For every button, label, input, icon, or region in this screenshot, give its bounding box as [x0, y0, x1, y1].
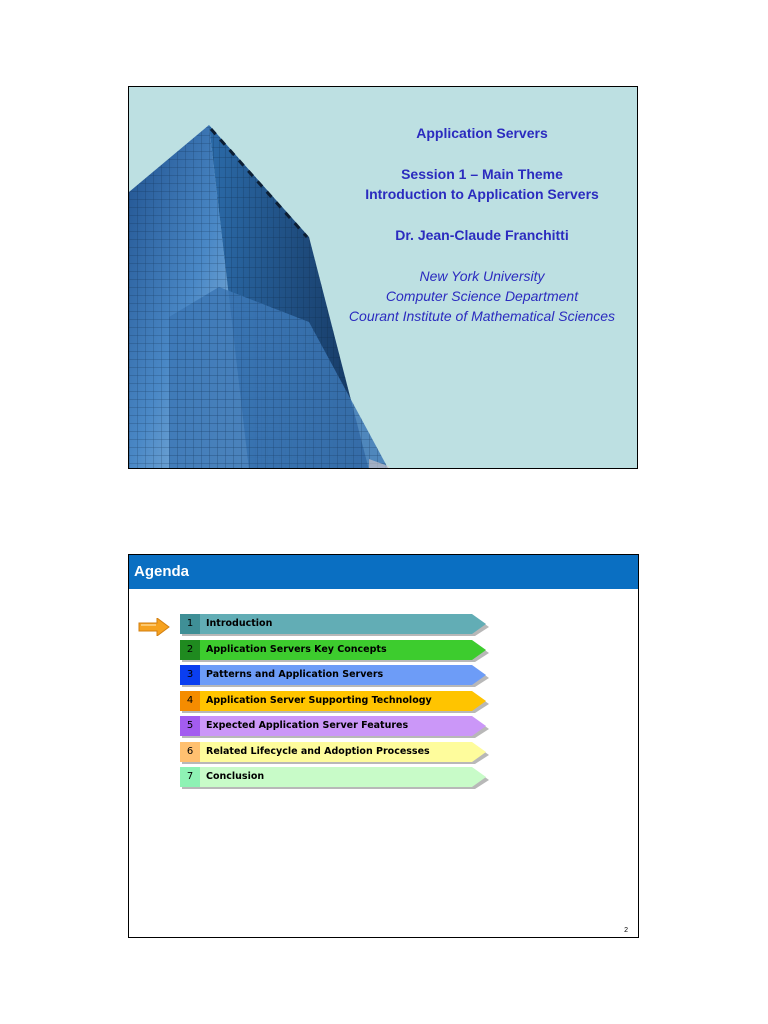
- agenda-item-label: Expected Application Server Features: [206, 720, 409, 731]
- affiliation-university: New York University: [419, 268, 545, 284]
- title-slide: [128, 86, 638, 469]
- agenda-item-number: 3: [186, 669, 194, 680]
- agenda-item-number: 1: [186, 618, 194, 629]
- title-block: [337, 123, 627, 245]
- affiliation-department: Computer Science Department: [385, 288, 579, 304]
- agenda-item-label: Application Server Supporting Technology: [206, 694, 432, 706]
- page-number: 2: [624, 927, 628, 934]
- agenda-item: [180, 691, 490, 713]
- agenda-item-number: 6: [186, 745, 194, 757]
- agenda-item-number: 4: [186, 694, 194, 706]
- agenda-item-label: Patterns and Application Servers: [206, 669, 384, 680]
- affiliation-block: [337, 266, 627, 326]
- agenda-title: Agenda: [129, 555, 638, 589]
- agenda-item-label: Introduction: [206, 618, 273, 629]
- theme-title: Introduction to Application Servers: [365, 186, 599, 202]
- arrow-right-icon: [138, 618, 170, 636]
- agenda-list: [180, 614, 490, 793]
- author-name: Dr. Jean-Claude Franchitti: [395, 227, 569, 243]
- course-title: Application Servers: [416, 125, 548, 141]
- agenda-item: [180, 614, 490, 636]
- agenda-slide: [128, 554, 639, 938]
- agenda-item: [180, 640, 490, 662]
- agenda-item-label: Conclusion: [206, 771, 265, 782]
- agenda-item-number: 2: [186, 643, 194, 655]
- agenda-item-number: 5: [186, 720, 194, 731]
- session-title: Session 1 – Main Theme: [401, 166, 563, 182]
- agenda-item: [180, 742, 490, 764]
- agenda-item: [180, 665, 490, 687]
- agenda-item-label: Application Servers Key Concepts: [206, 643, 387, 655]
- affiliation-institute: Courant Institute of Mathematical Sciences: [348, 308, 616, 324]
- agenda-item-label: Related Lifecycle and Adoption Processes: [206, 745, 430, 757]
- agenda-item-number: 7: [186, 771, 194, 782]
- agenda-item: [180, 716, 490, 738]
- agenda-item: [180, 767, 490, 789]
